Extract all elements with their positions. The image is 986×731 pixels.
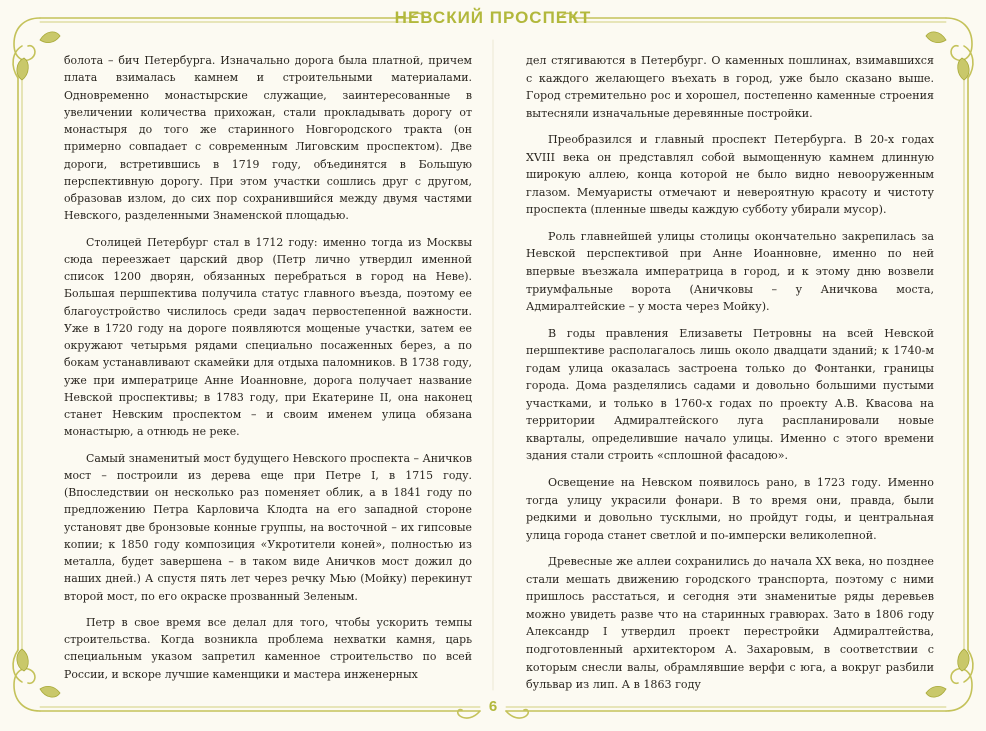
paragraph: болота – бич Петербурга. Изначально дорога была платной, причем плата взималась камнем и строительными материалами. Одновременно монастырские служащие, заинтересованные в увеличении количества прихожан, стали прокладывать дорогу от монастыря до того же старинного Новгородского тракта (он примерно совпадает с современным Лиговским проспектом). Две дороги, встретившись в 1719 году, объединятся в Большую перспективную дорогу. При этом участки сошлись друг с другом, образовав излом, до сих пор сохранившийся между двумя частями Невского, разделенными Знаменской площадью. (64, 54, 472, 223)
paragraph: Столицей Петербург стал в 1712 году: именно тогда из Москвы сюда переезжает царский двор (Петр лично утвердил именной список 1200 дворян, обязанных перебраться в город на Неве). Большая першпектива получила статус главного въезда, поэтому ее благоустройство числилось среди задач первостепенной важности. Уже в 1720 году на дороге появляются мощеные участки, затем ее окружают четырьмя рядами специально посаженных берез, а по бокам устанавливают скамейки для отдыха паломников. В 1738 году, уже при императрице Анне Иоанновне, дорога получает название Невской проспективы; в 1783 году, при Екатерине II, она наконец станет Невским проспектом – и своим именем улица обязана монастырю, а отнюдь не реке. (64, 235, 472, 439)
paragraph: Роль главнейшей улицы столицы окончательно закрепилась за Невской перспективой при Анне Иоанновне, именно по ней впервые въезжала императрица в город, и к этому дню возвели триумфальные ворота (Аничковы – у Аничкова моста, Адмиралтейские – у моста через Мойку). (526, 229, 934, 314)
right-text-column (526, 52, 934, 694)
paragraph: Древесные же аллеи сохранились до начала XX века, но позднее стали мешать движению городского транспорта, поэтому с ними пришлось расстаться, и сегодня эти знаменитые ряды деревьев можно увидеть разве что на старинных гравюрах. Зато в 1806 году Александр I утвердил проект перестройки Адмиралтейства, подготовленный архитектором А. Захаровым, в соответствии с которым снесли валы, обрамлявшие верфи с юга, а вокруг разбили бульвар из лип. А в 1863 году (526, 555, 934, 692)
paragraph: дел стягиваются в Петербург. О каменных пошлинах, взимавшихся с каждого желающего въехать в город, уже было сказано выше. Город стремительно рос и хорошел, постепенно каменные строения вытесняли изначальные деревянные постройки. (526, 54, 934, 120)
running-header-title: НЕВСКИЙ ПРОСПЕКТ (394, 8, 592, 27)
paragraph: Освещение на Невском появилось рано, в 1723 году. Именно тогда улицу украсили фонари. В то время они, правда, были редкими и довольно тусклыми, но пройдут годы, и центральная улица города станет светлой и по-имперски великолепной. (526, 476, 934, 542)
page-number: 6 (488, 698, 498, 715)
paragraph: В годы правления Елизаветы Петровны на всей Невской першпективе располагалось лишь около двадцати зданий; к 1740-м годам улица оказалась застроена только до Фонтанки, границы города. Дома разделялись садами и довольно большими пустыми участками, и только в 1760-х годах по проекту А.В. Квасова на территории Адмиралтейского луга распланировали новые кварталы, определившие начало улицы. Именно с этого времени здания стали строить «сплошной фасадою». (526, 326, 934, 463)
paragraph: Преобразился и главный проспект Петербурга. В 20-х годах XVIII века он представлял собой вымощенную камнем длинную широкую аллею, конца которой не было видно невооруженным глазом. Мемуаристы отмечают и невероятную красоту и чистоту проспекта (пленные шведы каждую субботу убирали мусор). (526, 133, 934, 217)
paragraph: Петр в свое время все делал для того, чтобы ускорить темпы строительства. Когда возникла проблема нехватки камня, царь специальным указом запретил каменное строительство по всей России, и вскоре лучшие каменщики и мастера инженерных (64, 615, 472, 681)
left-text-column (64, 52, 472, 683)
paragraph: Самый знаменитый мост будущего Невского проспекта – Аничков мост – построили из дерева еще при Петре I, в 1715 году. (Впоследствии он несколько раз поменяет облик, а в 1841 году по предложению Петра Карловича Клодта на его западной стороне установят две бронзовые конные группы, на восточной – их гипсовые копии; к 1850 году композиция «Укротители коней», полностью из металла, будет завершена – в таком виде Аничков мост дожил до наших дней.) А спустя пять лет через речку Мью (Мойку) перекинут второй мост, по его окраске прозванный Зеленым. (64, 451, 472, 603)
